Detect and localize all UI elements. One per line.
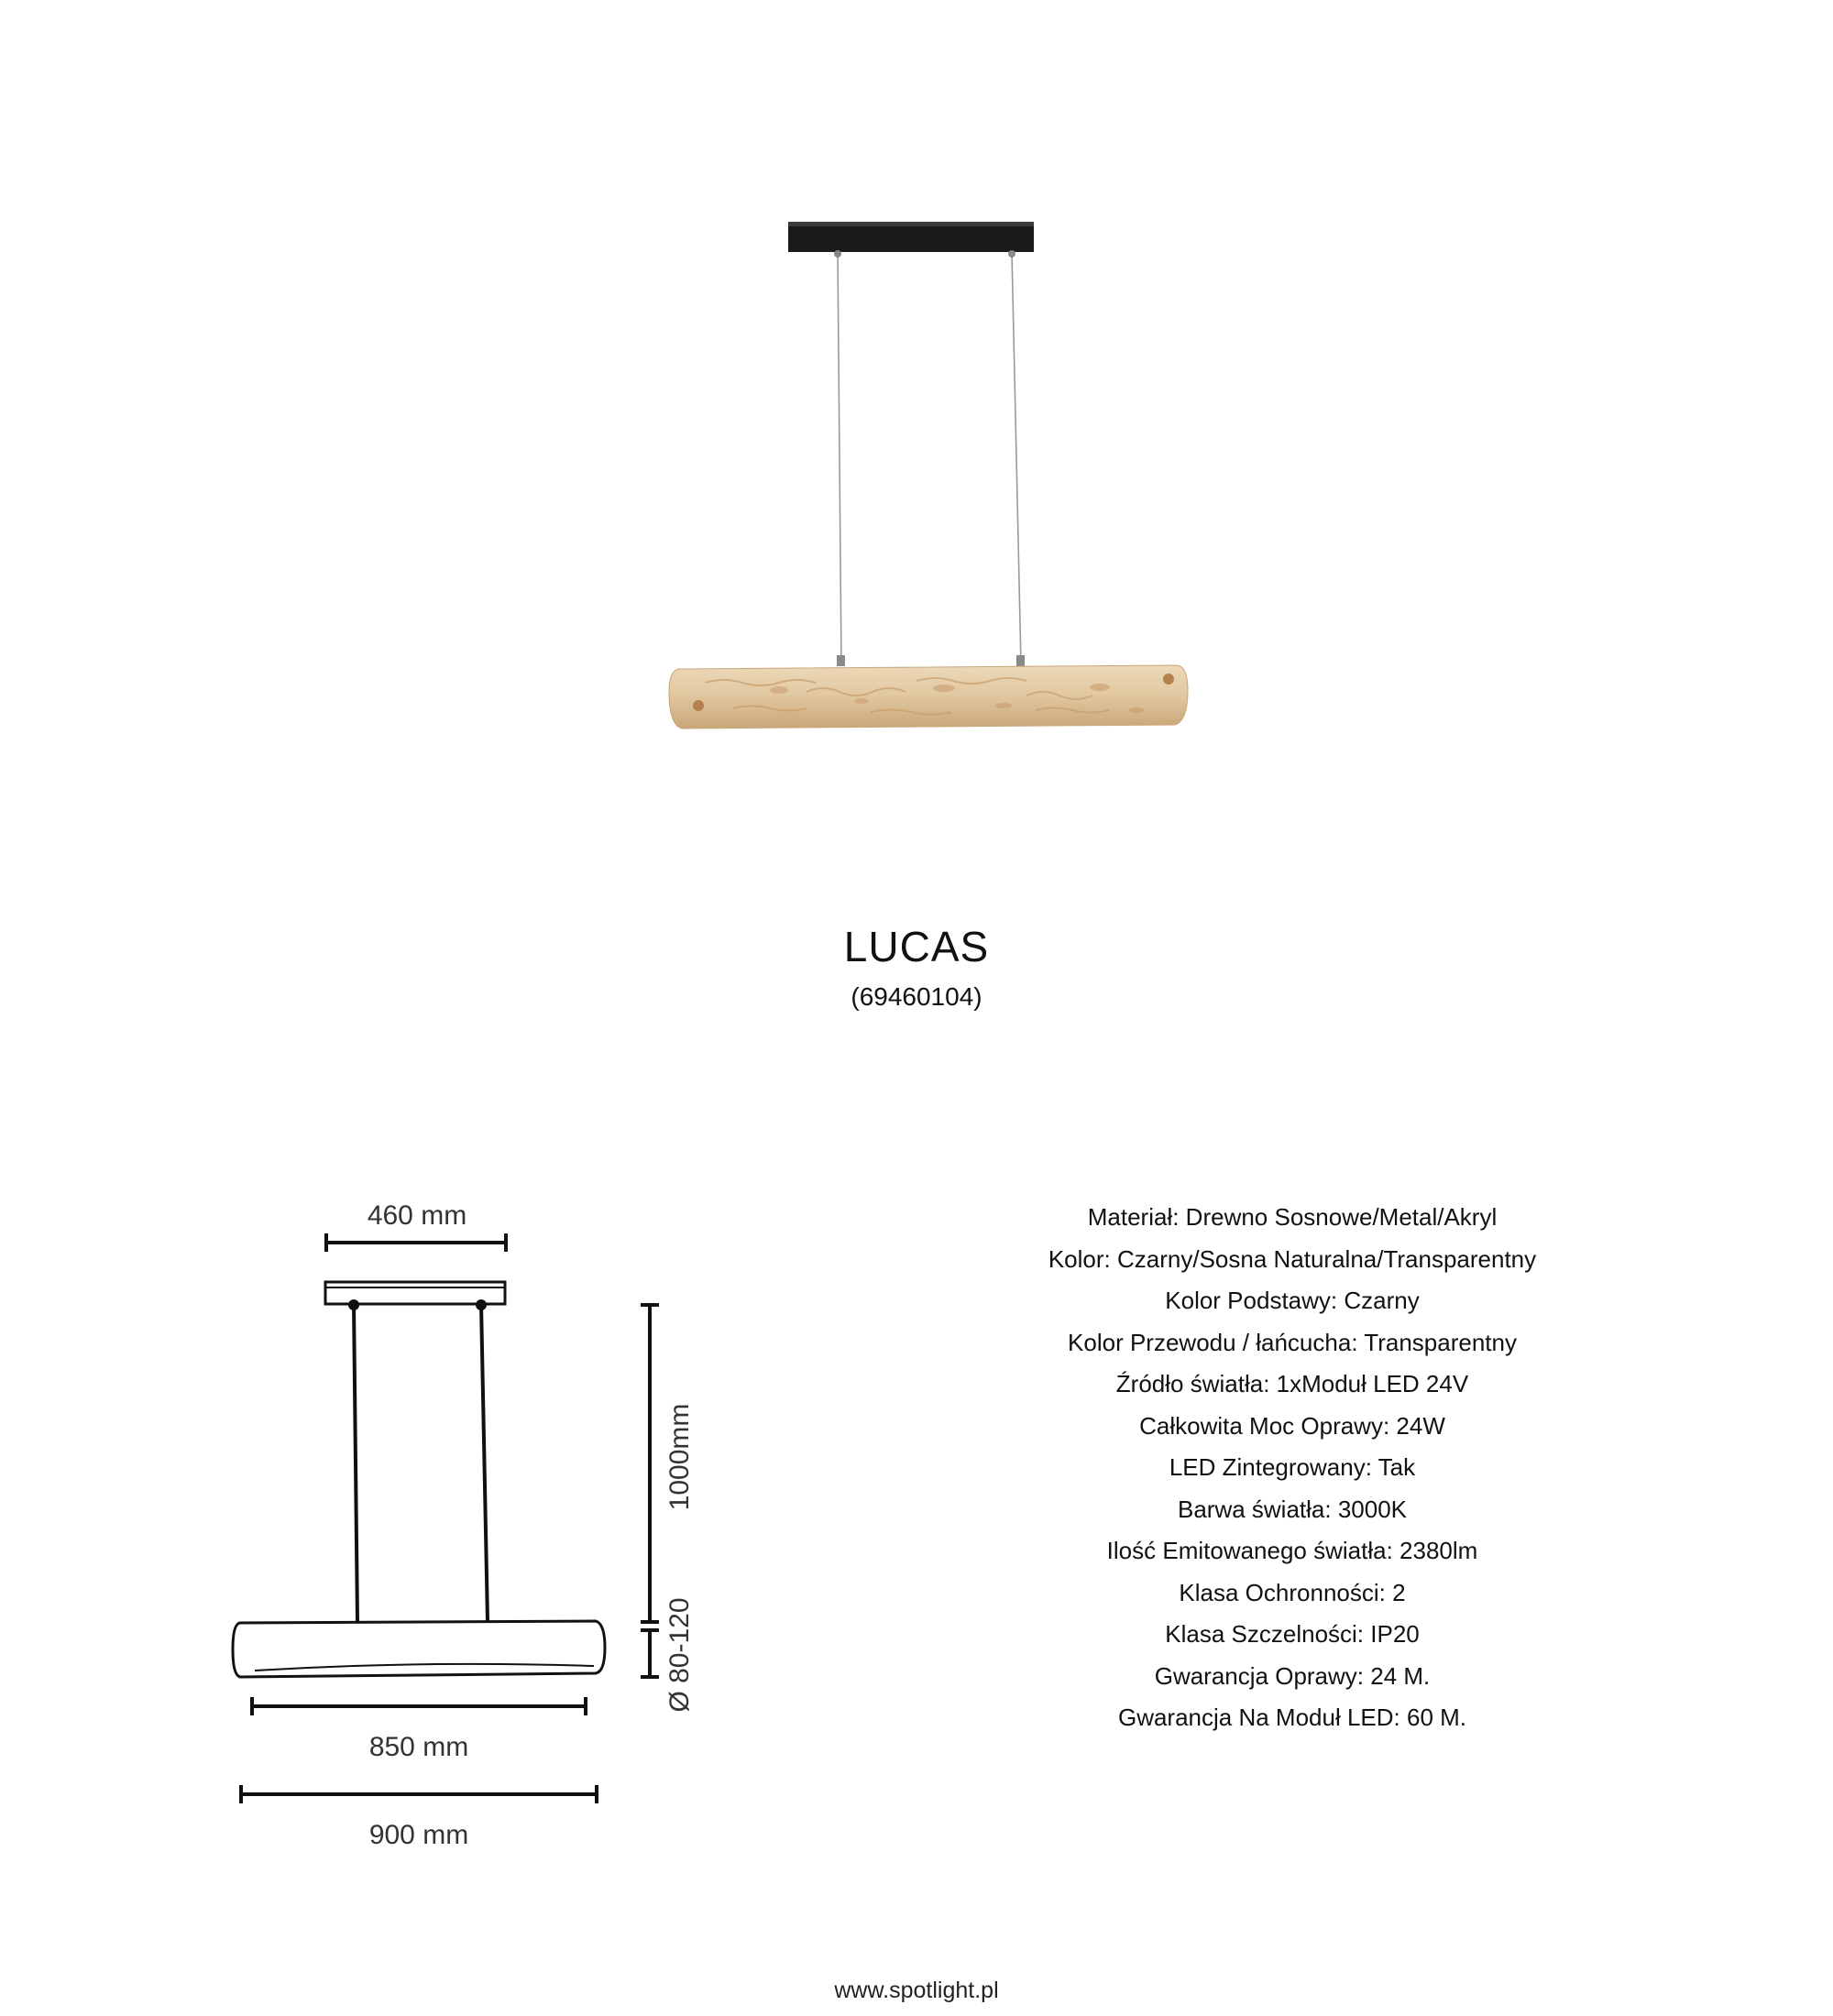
spec-total-power: Całkowita Moc Oprawy: 24W bbox=[1139, 1411, 1445, 1440]
lamp-total-width-dimension-line bbox=[241, 1785, 597, 1803]
drop-height-dimension-line bbox=[641, 1305, 659, 1622]
diameter-label: Ø 80-120 bbox=[664, 1597, 695, 1713]
drop-height-label: 1000mm bbox=[664, 1403, 695, 1511]
diameter-dimension-line bbox=[641, 1630, 659, 1677]
wooden-log-body bbox=[669, 665, 1188, 729]
wire-outlines bbox=[350, 1301, 488, 1622]
spec-light-source: Źródło światła: 1xModuł LED 24V bbox=[1115, 1370, 1469, 1397]
canopy-width-label: 460 mm bbox=[367, 1200, 467, 1231]
spec-integrated-led: LED Zintegrowany: Tak bbox=[1169, 1453, 1416, 1481]
spec-ip-rating: Klasa Szczelności: IP20 bbox=[1165, 1620, 1420, 1648]
lamp-body-outline bbox=[233, 1621, 605, 1677]
spec-cable-color: Kolor Przewodu / łańcucha: Transparentny bbox=[1068, 1328, 1517, 1356]
lamp-inner-width-dimension-line bbox=[252, 1697, 586, 1715]
ceiling-canopy bbox=[788, 222, 1034, 252]
spec-material: Materiał: Drewno Sosnowe/Metal/Akryl bbox=[1087, 1203, 1498, 1231]
product-photo bbox=[642, 206, 1191, 756]
lamp-total-width-label: 900 mm bbox=[368, 1820, 469, 1850]
spec-fixture-warranty: Gwarancja Oprawy: 24 M. bbox=[1154, 1661, 1431, 1690]
website-link[interactable]: www.spotlight.pl bbox=[834, 1978, 999, 2003]
spec-base-color: Kolor Podstawy: Czarny bbox=[1165, 1287, 1420, 1314]
dimension-drawing bbox=[202, 1182, 752, 1879]
spec-color-temperature: Barwa światła: 3000K bbox=[1177, 1495, 1408, 1523]
lamp-inner-width-label: 850 mm bbox=[368, 1732, 469, 1762]
spec-color: Kolor: Czarny/Sosna Naturalna/Transparentny bbox=[1048, 1244, 1537, 1273]
specifications-list bbox=[944, 1197, 1641, 1739]
spec-led-warranty: Gwarancja Na Moduł LED: 60 M. bbox=[1117, 1704, 1467, 1731]
product-title: LUCAS bbox=[843, 923, 990, 970]
product-code: (69460104) bbox=[851, 982, 982, 1011]
suspension-wires bbox=[834, 250, 1025, 666]
spec-luminous-flux: Ilość Emitowanego światła: 2380lm bbox=[1106, 1537, 1478, 1564]
canopy-width-dimension-line bbox=[326, 1233, 506, 1252]
spec-protection-class: Klasa Ochronności: 2 bbox=[1179, 1578, 1406, 1606]
